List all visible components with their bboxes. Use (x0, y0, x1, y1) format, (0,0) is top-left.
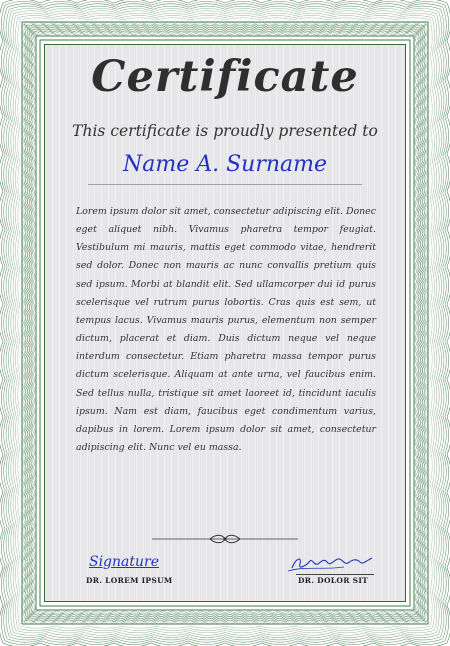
signature-right-line (296, 574, 374, 575)
name-underline (88, 184, 362, 185)
signer-name-right: DR. DOLOR SIT (298, 576, 369, 585)
divider-ornament (152, 532, 298, 546)
signer-name-left: DR. LOREM IPSUM (86, 576, 173, 585)
certificate-title: Certificate (91, 52, 359, 102)
recipient-name: Name A. Surname (122, 152, 328, 177)
signature-left: Signature (88, 554, 159, 570)
handwritten-signature-right (284, 552, 376, 574)
presented-to-text: This certificate is proudly presented to (72, 122, 378, 140)
certificate-body-text: Lorem ipsum dolor sit amet, consectetur adipiscing elit. Donec eget aliquet nibh. Vivamus pharetra tempor feugiat. Vestibulum mi mauris, mattis eget commodo vitae, hendrerit sed dolor. Donec non mauris ac nunc convallis pretium quis sed ipsum. Morbi at blandit elit. Sed ullamcorper dui id purus scelerisque vel rutrum purus lobortis. Cras quis est sem, ut tempus lacus. Vivamus mauris purus, elementum non semper dictum, placerat et diam. Duis dictum neque vel neque interdum consectetur. Etiam pharetra massa tempor purus dictum scelerisque. Aliquam at ante urna, vel faucibus enim. Sed tellus nulla, tristique sit amet laoreet id, tincidunt iaculis ipsum. Nam est diam, faucibus eget condimentum varius, dapibus in lorem. Lorem ipsum dolor sit amet, consectetur adipiscing elit. Nunc vel eu massa. (76, 206, 376, 454)
